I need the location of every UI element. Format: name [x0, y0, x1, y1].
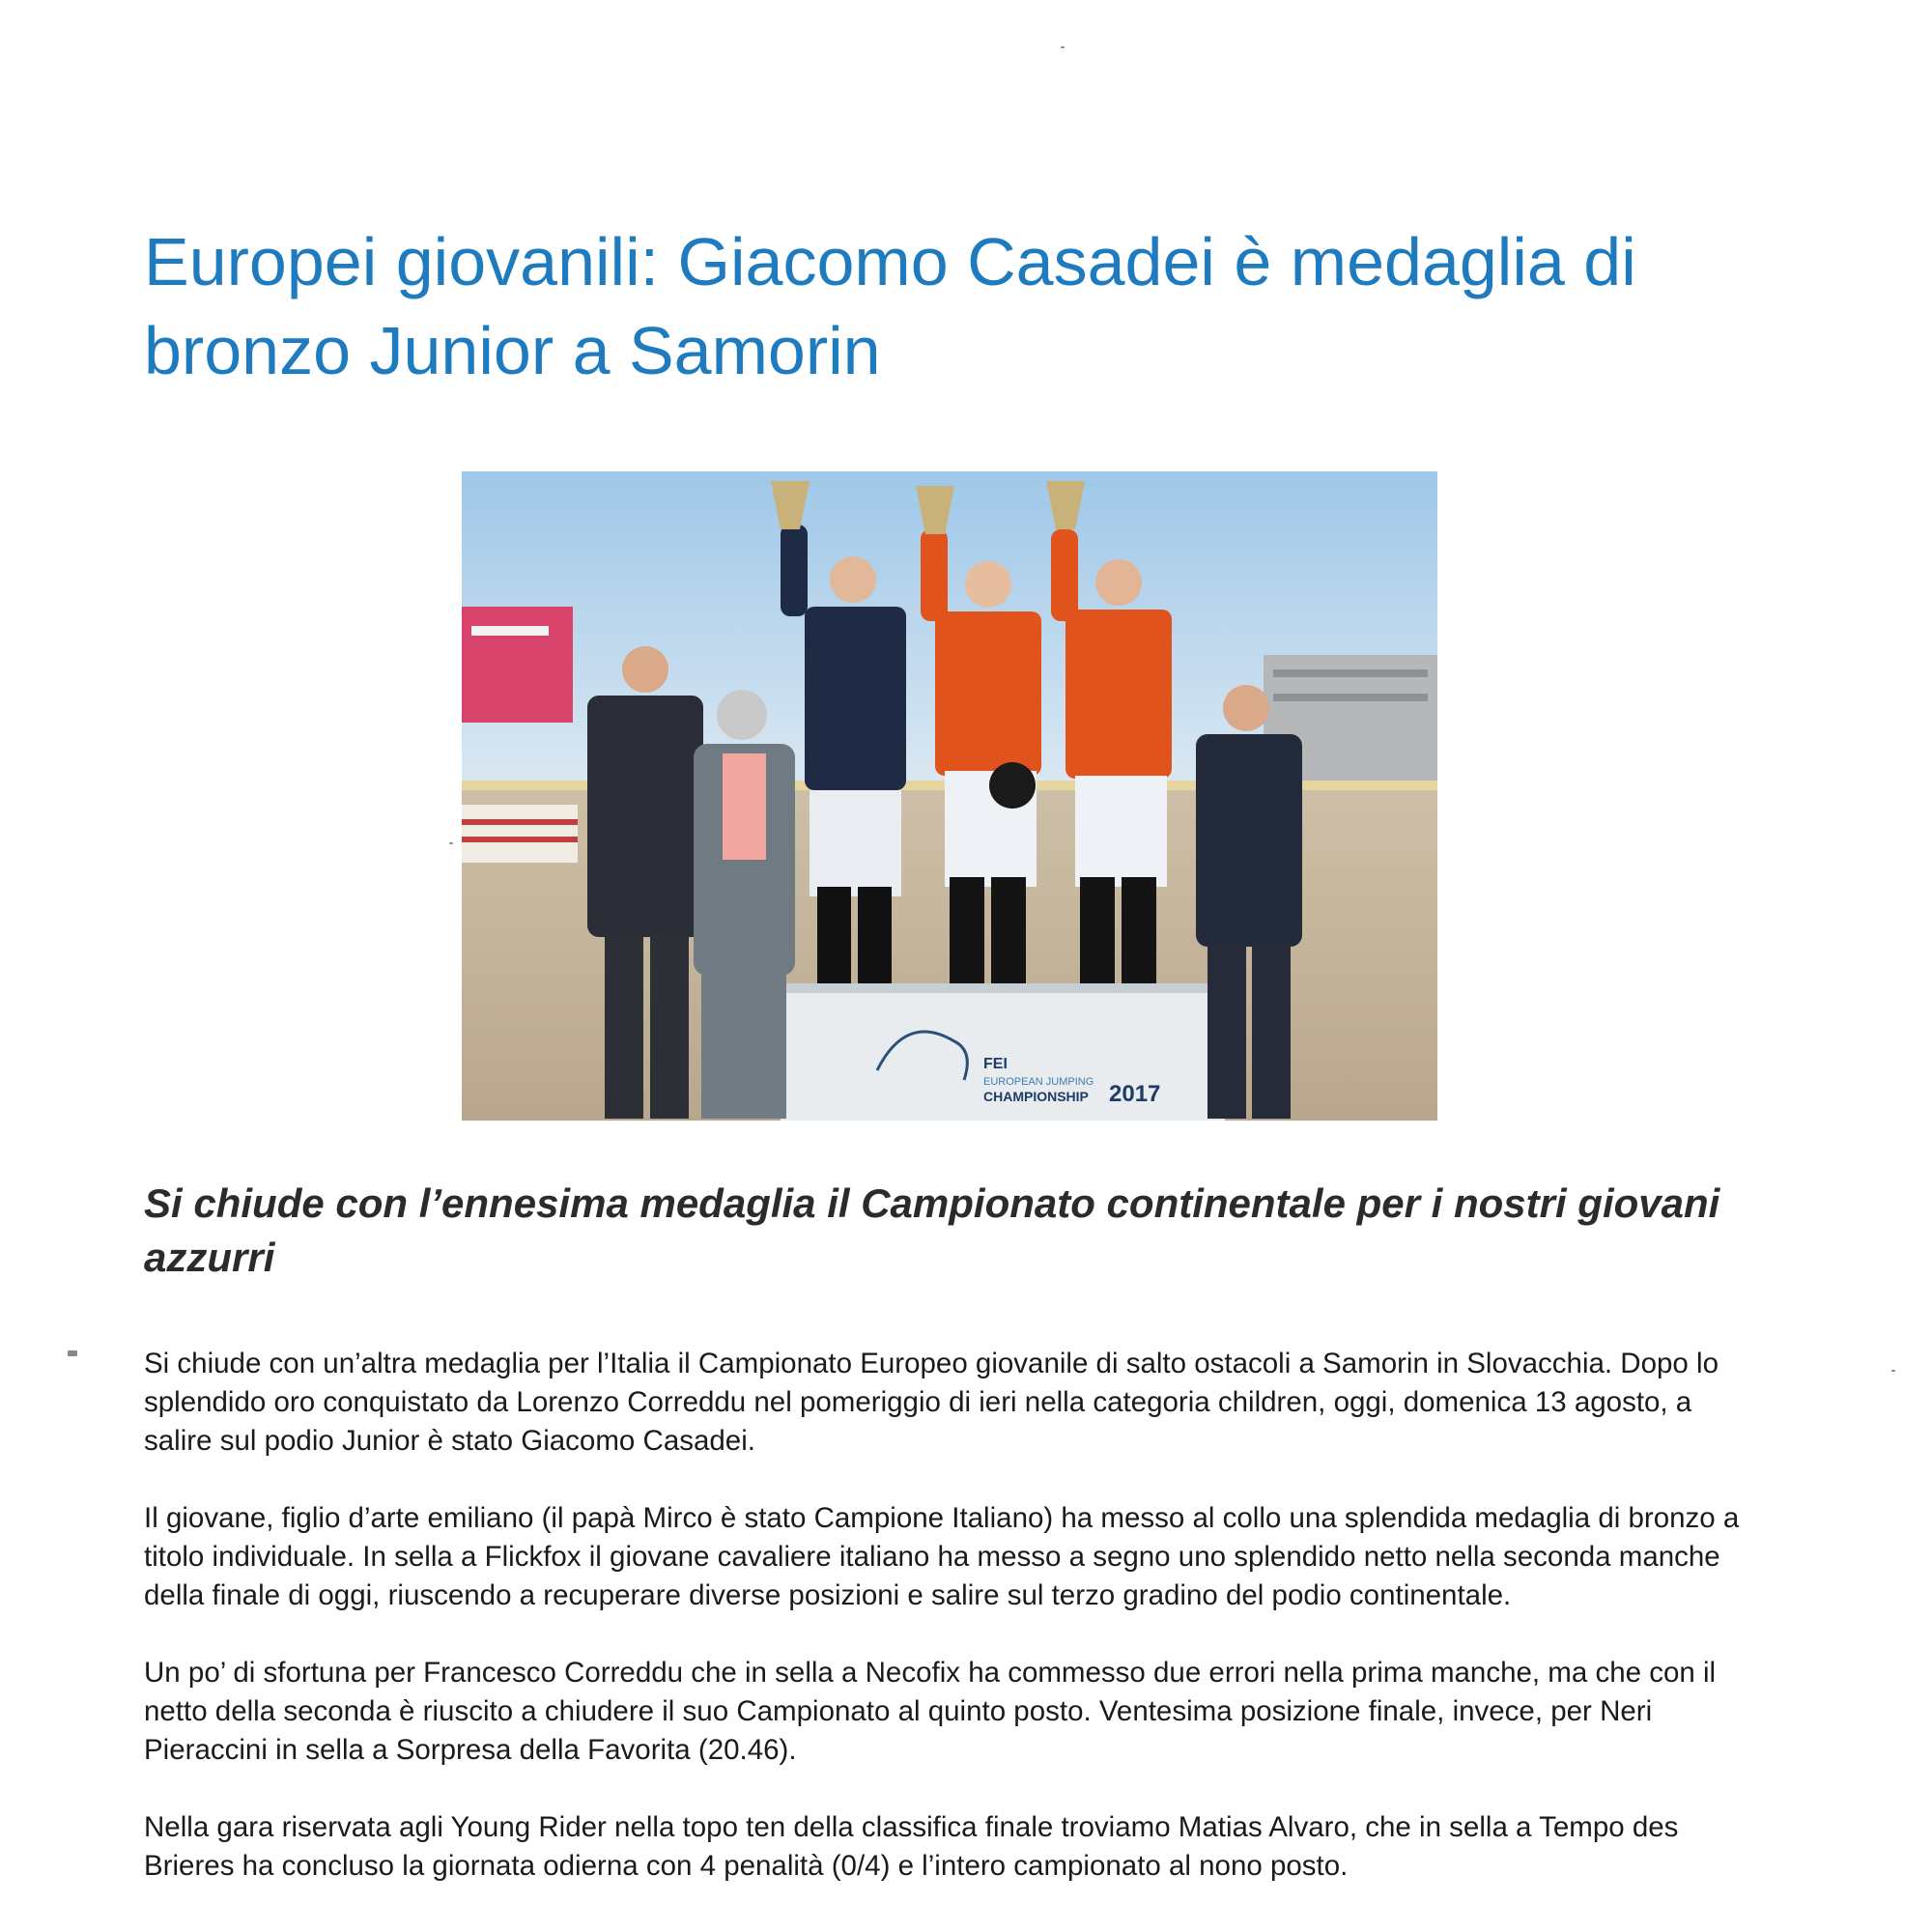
paragraph: Si chiude con un’altra medaglia per l’Italia il Campionato Europeo giovanile di salto ostacoli a Samorin in Slovacchia. Dopo lo splendido oro conquistato da Lorenzo Correddu nel pomeriggio di ieri nella categoria children, oggi, domenica 13 agosto, a salire sul podio Junior è stato Giacomo Casadei.: [144, 1348, 1719, 1457]
scan-speck: [68, 1350, 77, 1356]
paragraph: Il giovane, figlio d’arte emiliano (il papà Mirco è stato Campione Italiano) ha messo al collo una splendida medaglia di bronzo a titolo individuale. In sella a Flickfox il giovane cavaliere italiano ha messo a segno uno splendido netto nella seconda manche della finale di oggi, riuscendo a recuperare diverse posizioni e salire sul terzo gradino del podio continentale.: [144, 1502, 1740, 1611]
paragraph: Un po’ di sfortuna per Francesco Correddu che in sella a Necofix ha commesso due errori nella prima manche, ma che con il netto della seconda è riuscito a chiudere il suo Campionato al quinto posto. Ventesima posizione finale, invece, per Neri Pieraccini in sella a Sorpresa della Favorita (20.46).: [144, 1657, 1717, 1766]
scan-speck: [1891, 1370, 1895, 1372]
podium-logo-year: 2017: [1109, 1081, 1161, 1107]
scan-speck: [1061, 46, 1065, 48]
podium-photo: [462, 471, 1437, 1121]
article-title: Europei giovanili: Giacomo Casadei è medaglia di bronzo Junior a Samorin: [144, 224, 1636, 388]
podium-logo-line2: CHAMPIONSHIP: [983, 1089, 1089, 1104]
paragraph: Nella gara riservata agli Young Rider nella topo ten della classifica finale troviamo Matias Alvaro, che in sella a Tempo des Brieres ha concluso la giornata odierna con 4 penalità (0/4) e l’intero campionato al nono posto.: [144, 1811, 1679, 1882]
article-body: [144, 1345, 1767, 1924]
scan-speck: [449, 842, 453, 844]
podium-logo-line1: EUROPEAN JUMPING: [983, 1076, 1094, 1088]
podium-logo-org: FEI: [983, 1056, 1008, 1072]
article-subtitle: Si chiude con l’ennesima medaglia il Campionato continentale per i nostri giovani azzurri: [144, 1180, 1720, 1280]
podium-photo-illustration: [462, 471, 1437, 1121]
